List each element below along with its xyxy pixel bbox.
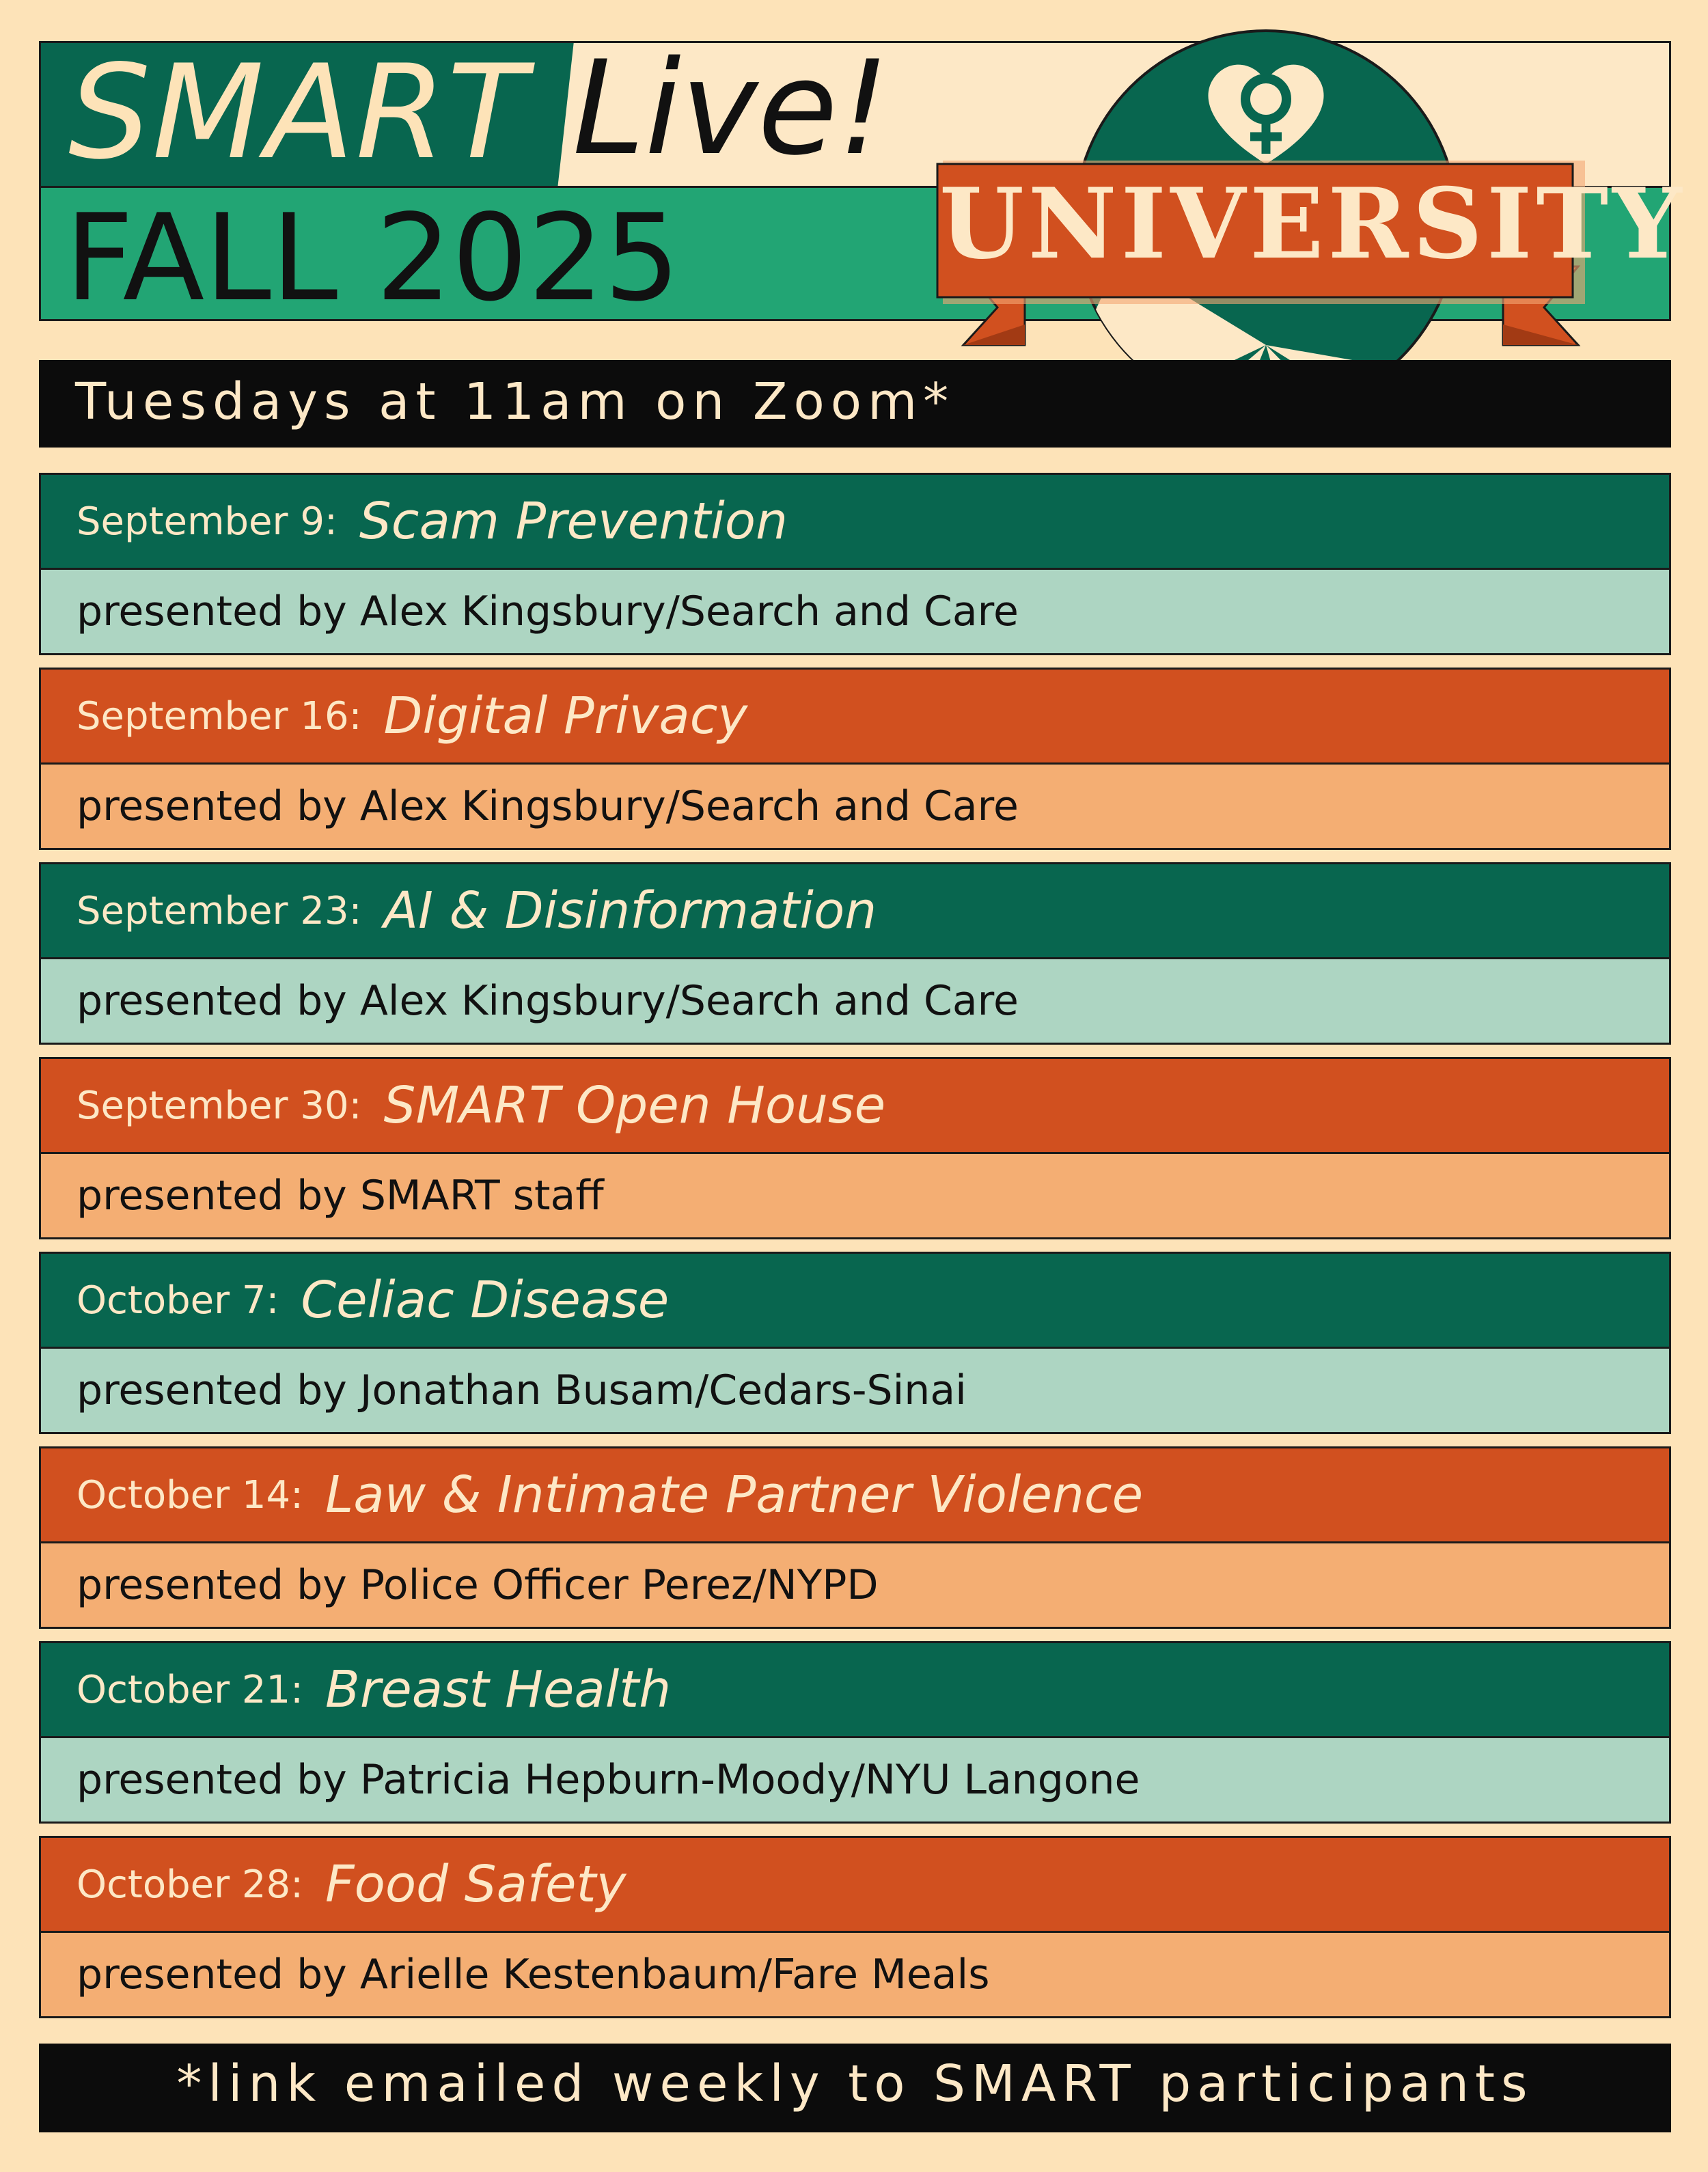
session-date: October 7: xyxy=(77,1278,279,1323)
session-presenter: presented by Jonathan Busam/Cedars-Sinai xyxy=(77,1366,967,1414)
session-presenter: presented by Alex Kingsbury/Search and Care xyxy=(77,977,1019,1025)
session-presenter-row xyxy=(41,1931,1669,2016)
session-presenter-row xyxy=(41,957,1669,1043)
smart-title: SMART xyxy=(68,37,528,188)
session-date: September 16: xyxy=(77,693,362,739)
session-date: September 23: xyxy=(77,888,362,933)
session-header xyxy=(41,475,1669,568)
session-date: October 14: xyxy=(77,1472,304,1517)
session-presenter: presented by SMART staff xyxy=(77,1172,604,1220)
session-presenter: presented by Alex Kingsbury/Search and Care xyxy=(77,588,1019,635)
session-date: October 28: xyxy=(77,1862,304,1907)
session-card xyxy=(39,1446,1671,1629)
session-date: September 30: xyxy=(77,1083,362,1128)
session-header xyxy=(41,1448,1669,1541)
session-header xyxy=(41,670,1669,762)
session-card xyxy=(39,1836,1671,2018)
footer-note: *link emailed weekly to SMART participants xyxy=(176,2054,1534,2113)
session-card xyxy=(39,668,1671,850)
session-date: September 9: xyxy=(77,499,338,544)
session-header xyxy=(41,1838,1669,1931)
session-presenter-row xyxy=(41,1347,1669,1432)
session-card xyxy=(39,862,1671,1045)
session-presenter-row xyxy=(41,762,1669,848)
session-presenter: presented by Patricia Hepburn-Moody/NYU Langone xyxy=(77,1756,1140,1804)
session-date: October 21: xyxy=(77,1667,304,1712)
session-topic: SMART Open House xyxy=(383,1076,886,1135)
session-presenter: presented by Police Officer Perez/NYPD xyxy=(77,1561,879,1609)
session-presenter: presented by Arielle Kestenbaum/Fare Meals xyxy=(77,1951,990,1998)
session-topic: Digital Privacy xyxy=(383,687,748,745)
session-topic: AI & Disinformation xyxy=(383,881,877,940)
live-title: Live! xyxy=(573,33,890,184)
session-presenter-row xyxy=(41,1736,1669,1822)
session-topic: Celiac Disease xyxy=(301,1271,670,1330)
session-header xyxy=(41,1643,1669,1736)
session-topic: Food Safety xyxy=(325,1855,626,1914)
session-card xyxy=(39,1641,1671,1824)
session-header xyxy=(41,1254,1669,1347)
season-title: FALL 2025 xyxy=(65,189,680,328)
session-topic: Breast Health xyxy=(325,1660,672,1719)
session-header xyxy=(41,864,1669,957)
schedule-note: Tuesdays at 11am on Zoom* xyxy=(75,372,955,431)
session-card xyxy=(39,473,1671,655)
session-card xyxy=(39,1252,1671,1434)
session-presenter: presented by Alex Kingsbury/Search and Care xyxy=(77,782,1019,830)
session-presenter-row xyxy=(41,1541,1669,1627)
session-header xyxy=(41,1059,1669,1152)
university-banner-text: UNIVERSITY xyxy=(939,167,1686,281)
session-card xyxy=(39,1057,1671,1239)
session-presenter-row xyxy=(41,568,1669,653)
session-presenter-row xyxy=(41,1152,1669,1237)
session-topic: Scam Prevention xyxy=(359,492,788,551)
session-topic: Law & Intimate Partner Violence xyxy=(325,1466,1144,1524)
